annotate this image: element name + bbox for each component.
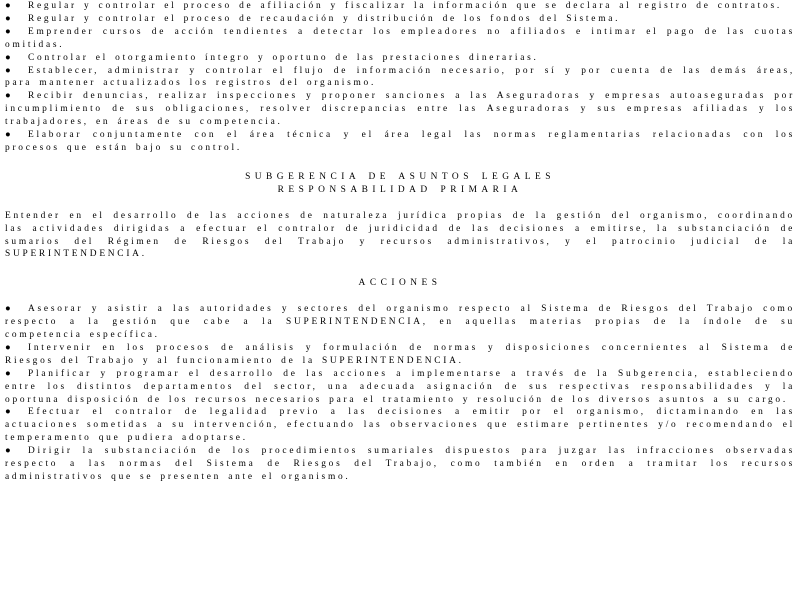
spacer xyxy=(5,290,795,303)
list-item xyxy=(5,65,795,91)
list-item-text: Controlar el otorgamiento íntegro y oportuno de las prestaciones dinerarias. xyxy=(28,52,539,63)
list-item xyxy=(5,342,795,368)
spacer xyxy=(5,261,795,277)
bullet-icon: ● xyxy=(5,446,11,457)
responsibility-paragraph: Entender en el desarrollo de las acciones de naturaleza jurídica propias de la gestión del organismo, coordinando las actividades dirigidas a efectuar el contralor de juridicidad de las decisiones a emitirse, la substanciación de sumarios del Régimen de Riesgos del Trabajo y recursos administrativos, y el patrocinio judicial de la SUPERINTENDENCIA. xyxy=(5,210,795,260)
list-item-text: Planificar y programar el desarrollo de las acciones a implementarse a través de la Subgerencia, estableciendo entre los distintos departamentos del sector, una adecuada asignación de sus respectivas responsabilidades y la oportuna disposición de los recursos necesarios para el tratamiento y resolución de los diversos asuntos a su cargo. xyxy=(5,368,795,405)
list-item-text: Asesorar y asistir a las autoridades y sectores del organismo respecto al Sistema de Riesgos del Trabajo como respecto a la gestión que cabe a la SUPERINTENDENCIA, en aquellas materias propias de la índole de su competencia específica. xyxy=(5,304,795,341)
list-item xyxy=(5,90,795,129)
bullet-icon: ● xyxy=(5,368,11,379)
list-item xyxy=(5,303,795,342)
list-item xyxy=(5,406,795,445)
actions-list xyxy=(5,303,795,484)
bullet-icon: ● xyxy=(5,52,11,63)
bullet-icon: ● xyxy=(5,304,11,315)
bullet-icon: ● xyxy=(5,1,11,11)
bullet-icon: ● xyxy=(5,26,11,37)
list-item-text: Regular y controlar el proceso de recaudación y distribución de los fondos del Sistema. xyxy=(28,13,621,24)
list-item xyxy=(5,13,795,26)
list-item-text: Establecer, administrar y controlar el flujo de información necesario, por sí y por cuenta de las demás áreas, para mantener actualizados los registros del organismo. xyxy=(5,65,795,89)
bullet-icon: ● xyxy=(5,91,11,102)
list-item xyxy=(5,129,795,155)
list-item xyxy=(5,368,795,407)
spacer xyxy=(5,155,795,171)
list-item xyxy=(5,26,795,52)
list-item-text: Intervenir en los procesos de análisis y formulación de normas y disposiciones concernientes al Sistema de Riesgos del Trabajo y al funcionamiento de la SUPERINTENDENCIA. xyxy=(5,342,795,366)
bullet-icon: ● xyxy=(5,342,11,353)
section-subtitle: RESPONSABILIDAD PRIMARIA xyxy=(277,184,523,195)
spacer xyxy=(5,197,795,210)
list-item xyxy=(5,52,795,65)
list-item-text: Dirigir la substanciación de los procedimientos sumariales dispuestos para juzgar las infracciones observadas respecto a las normas del Sistema de Riesgos del Trabajo, como también en orden a tramitar los recursos administrativos que se presenten ante el organismo. xyxy=(5,446,795,482)
list-item-text: Efectuar el contralor de legalidad previo a las decisiones a emitir por el organismo, dictaminando en las actuaciones sometidas a su intervención, efectuando las observaciones que estimare pertinentes y/o recomendando el temperamento que pudiera adoptarse. xyxy=(5,407,795,444)
bullet-icon: ● xyxy=(5,65,11,76)
bullet-icon: ● xyxy=(5,130,11,141)
bullet-icon: ● xyxy=(5,13,11,24)
bullet-icon: ● xyxy=(5,407,11,418)
list-item xyxy=(5,445,795,484)
actions-title: ACCIONES xyxy=(358,278,442,289)
list-item-text: Recibir denuncias, realizar inspecciones y proponer sanciones a las Aseguradoras y empresas autoaseguradas por incumplimiento de sus obligaciones, resolver discrepancias entre las Aseguradoras y sus empresas afiliadas y los trabajadores, en áreas de su competencia. xyxy=(5,91,795,128)
section-title: SUBGERENCIA DE ASUNTOS LEGALES xyxy=(245,171,555,182)
list-item-text: Regular y controlar el proceso de afiliación y fiscalizar la información que se declara al registro de contratos. xyxy=(28,1,782,11)
list-item-text: Elaborar conjuntamente con el área técnica y el área legal las normas reglamentarias relacionadas con los procesos que están bajo su control. xyxy=(5,130,795,153)
functions-list xyxy=(5,0,795,155)
list-item xyxy=(5,0,795,13)
list-item-text: Emprender cursos de acción tendientes a detectar los empleadores no afiliados e intimar el pago de las cuotas omitidas. xyxy=(5,26,795,50)
